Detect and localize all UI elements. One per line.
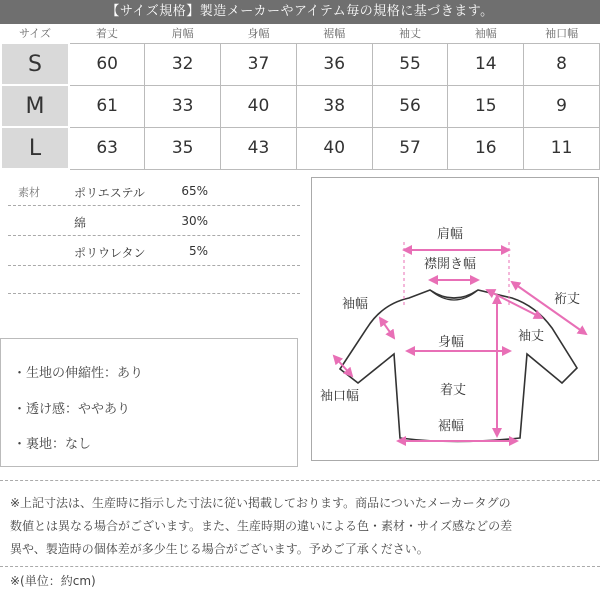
property-stretch: ・生地の伸縮性：あり [13,366,144,381]
table-cell: 38 [296,85,372,127]
table-cell: 40 [296,127,372,169]
label-sleeve-length: 袖丈 [518,329,545,344]
table-cell: 16 [448,127,524,169]
header-cuff-width: 袖口幅 [545,27,579,41]
table-row [1,43,600,85]
table-cell: 43 [221,127,297,169]
label-shoulder: 肩幅 [437,227,464,242]
table-cell: 37 [221,43,297,85]
table-cell: 55 [372,43,448,85]
property-lining: ・裏地：なし [13,437,92,452]
size-spec-banner: 【サイズ規格】製造メーカーやアイテム毎の規格に基づきます。 [0,0,600,24]
label-body-width: 身幅 [438,335,465,350]
table-cell: 11 [524,127,600,169]
table-cell: 33 [145,85,221,127]
header-length: 着丈 [95,27,118,41]
size-label: S [1,43,69,85]
material-row [8,236,300,266]
divider [0,566,600,567]
size-label: L [1,127,69,169]
header-sleeve-length: 袖丈 [399,27,422,41]
table-cell: 14 [448,43,524,85]
table-cell: 9 [524,85,600,127]
size-table [0,24,600,170]
table-cell: 40 [221,85,297,127]
label-sleeve-width: 袖幅 [342,297,369,312]
fabric-properties-box [0,338,298,467]
header-body-width: 身幅 [247,27,270,41]
table-cell: 60 [69,43,145,85]
material-row [8,176,300,206]
unit-note: ※(単位：約cm) [10,574,96,588]
divider [0,480,600,481]
disclaimer-notes [10,492,595,561]
table-cell: 15 [448,85,524,127]
material-section [8,176,300,294]
note-line: 異や、製造時の個体差が多少生じる場合がございます。予めご了承ください。 [10,542,429,556]
label-raglan: 裄丈 [554,292,581,307]
material-label: 素材 [18,186,40,199]
sleeve-width-line [380,318,394,338]
table-cell: 63 [69,127,145,169]
table-cell: 57 [372,127,448,169]
note-line: ※上記寸法は、生産時に指示した寸法に従い掲載しております。商品についたメーカータグの [10,496,511,510]
size-table-header-row [1,24,600,43]
material-row-empty [8,266,300,294]
table-cell: 35 [145,127,221,169]
table-cell: 32 [145,43,221,85]
material-name: ポリウレタン [74,246,146,260]
material-percent: 65% [181,184,208,198]
label-cuff-width: 袖口幅 [320,389,360,404]
note-line: 数値とは異なる場合がございます。また、生産時期の違いによる色・素材・サイズ感などの差 [10,519,513,533]
table-cell: 61 [69,85,145,127]
header-size: サイズ [18,27,52,40]
sleeve-length-line [487,290,542,318]
header-hem-width: 裾幅 [323,27,346,41]
material-percent: 30% [181,214,208,228]
table-cell: 56 [372,85,448,127]
material-row [8,206,300,236]
material-name: ポリエステル [74,186,145,200]
property-sheerness: ・透け感：ややあり [13,402,131,417]
header-sleeve-width: 袖幅 [474,27,497,41]
table-row [1,85,600,127]
garment-diagram-svg [312,178,598,460]
label-length: 着丈 [440,383,467,398]
cuff-line [334,356,352,376]
label-neck-width: 襟開き幅 [424,257,477,272]
header-shoulder: 肩幅 [171,27,194,41]
garment-diagram [311,177,599,461]
material-percent: 5% [188,244,208,258]
table-row [1,127,600,169]
table-cell: 36 [296,43,372,85]
size-label: M [1,85,69,127]
label-hem-width: 裾幅 [438,419,465,434]
material-name: 綿 [74,216,87,230]
table-cell: 8 [524,43,600,85]
